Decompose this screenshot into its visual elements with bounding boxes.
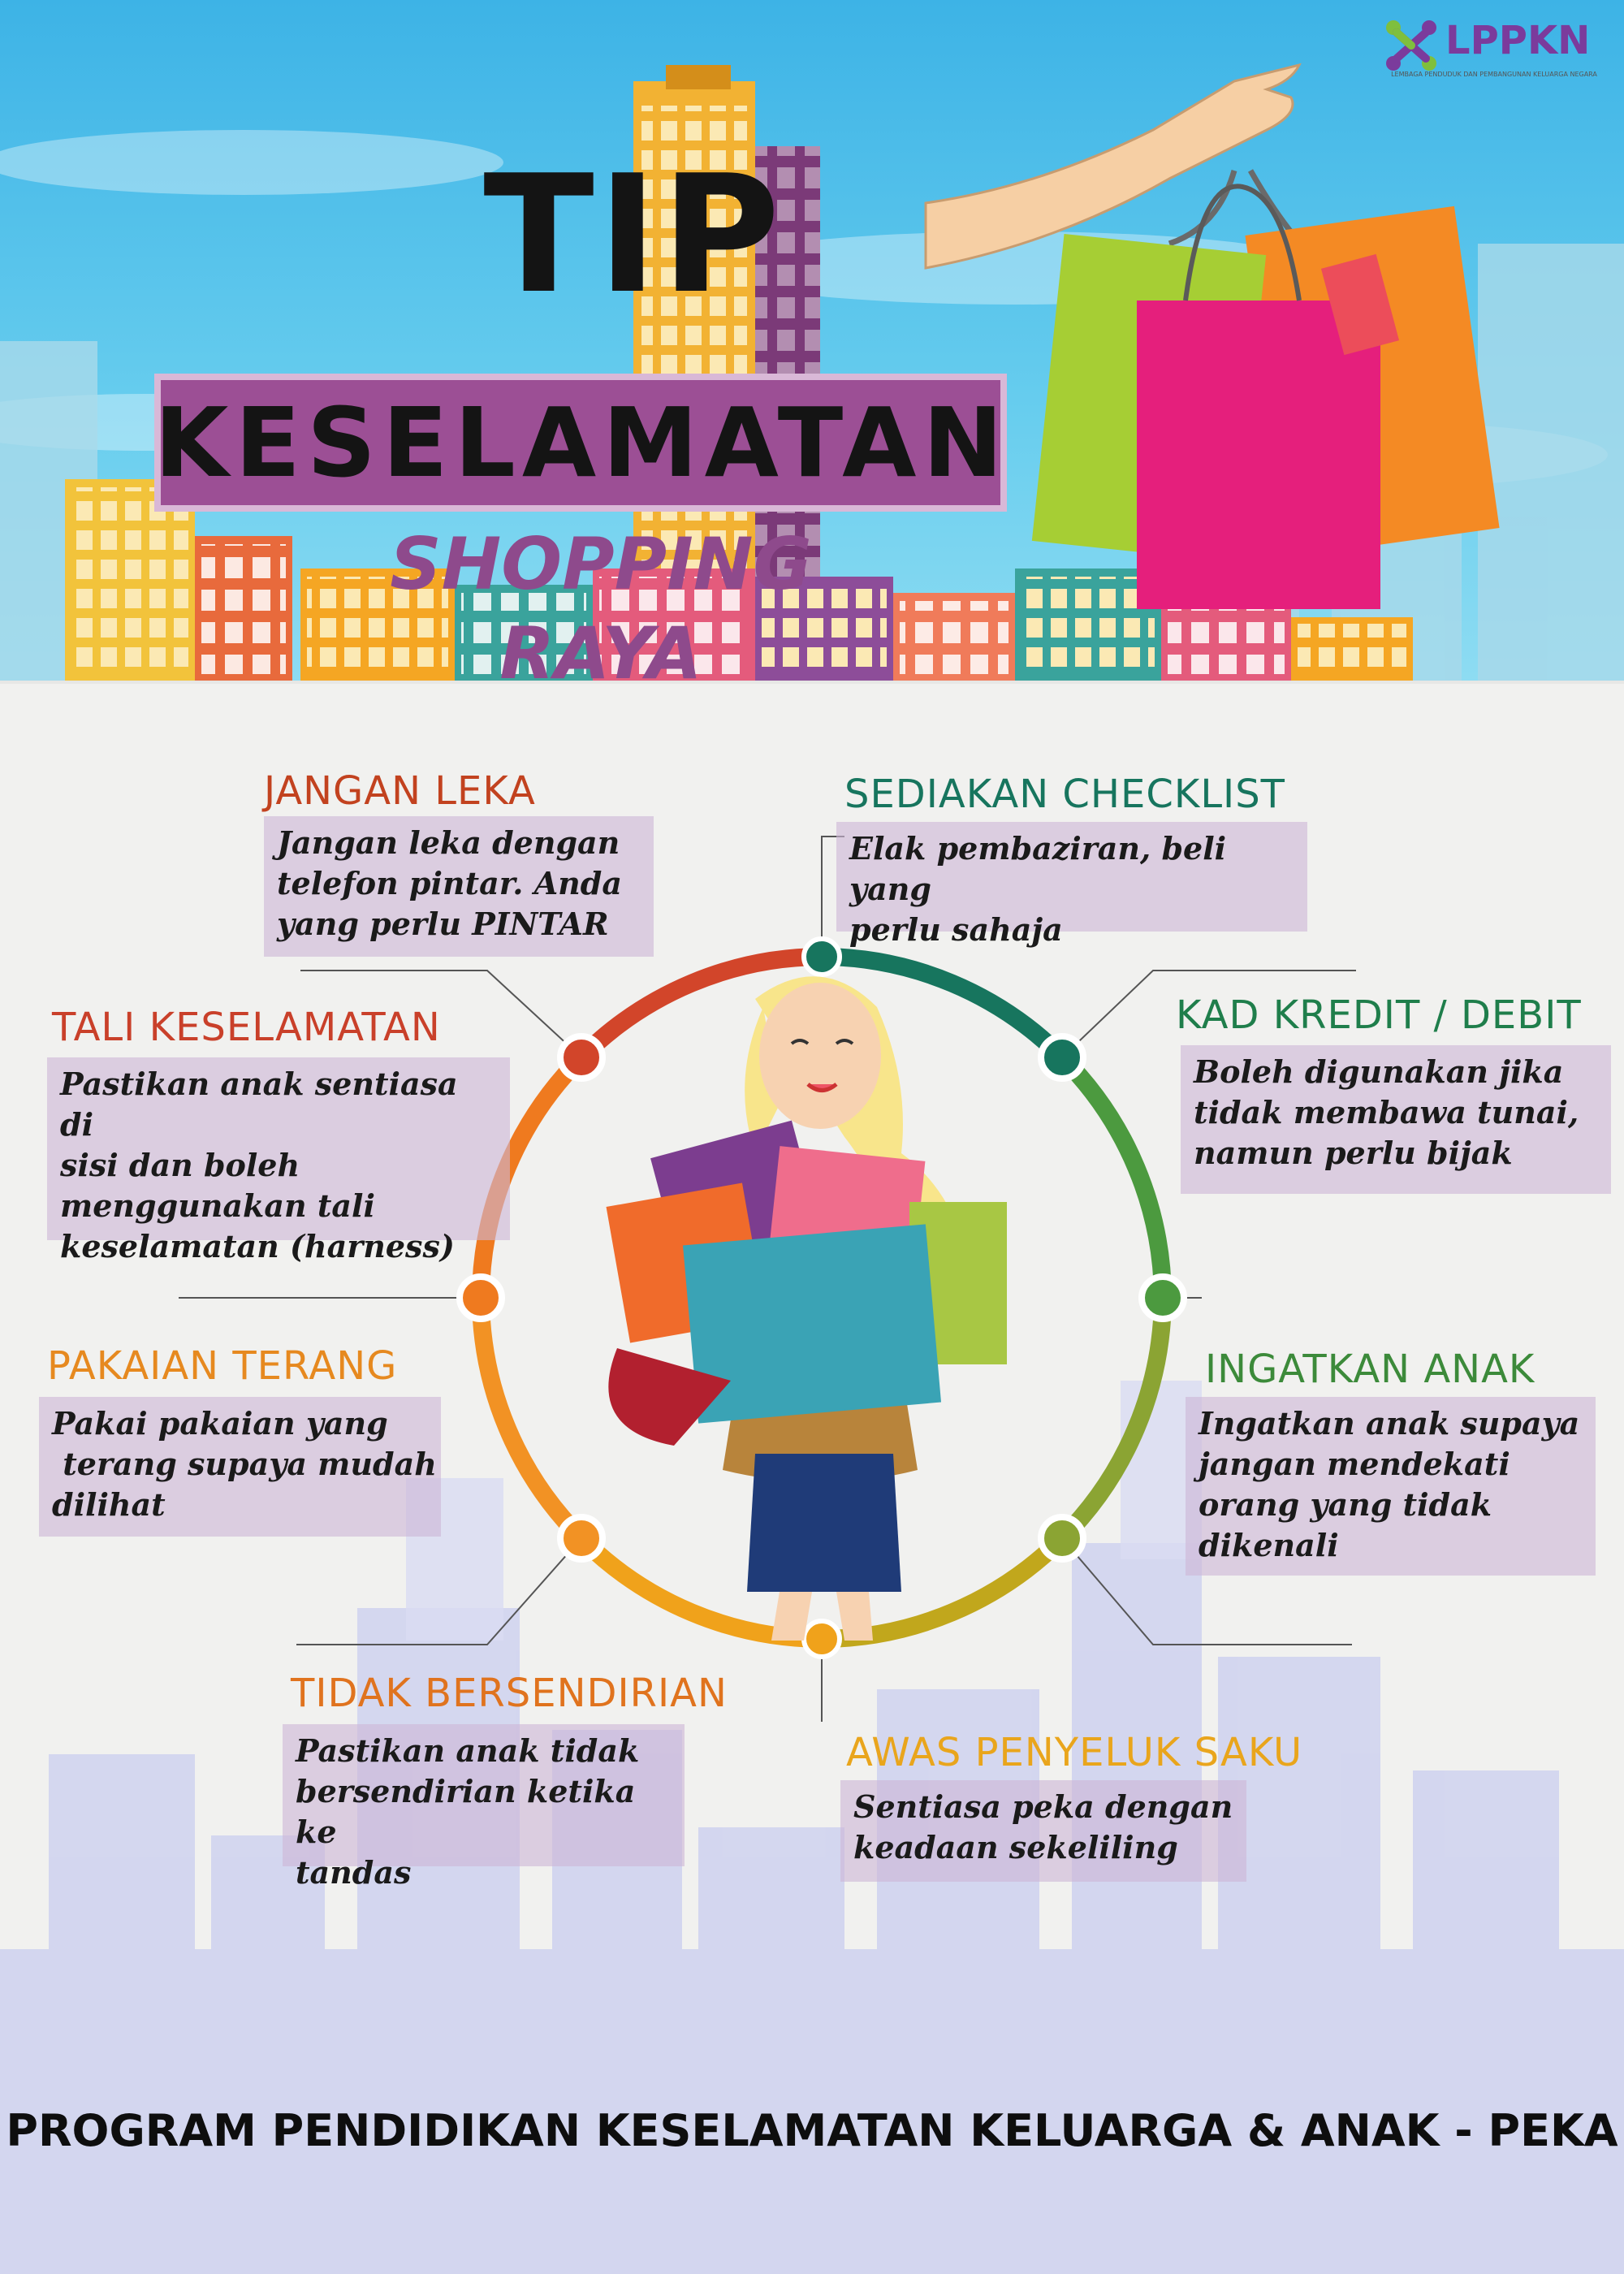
- tip-line: Boleh digunakan jika: [1194, 1053, 1564, 1090]
- tip-line: tandas: [296, 1854, 412, 1891]
- tip-line: perlu sahaja: [849, 911, 1063, 948]
- tip-line: tidak membawa tunai,: [1194, 1094, 1579, 1131]
- tip-line: menggunakan tali: [60, 1187, 375, 1224]
- tip-box-ingatkan-anak: [1186, 1397, 1596, 1576]
- title-tip: TIP: [483, 141, 784, 330]
- tip-line: terang supaya mudah: [52, 1446, 437, 1482]
- tip-line: Jangan leka dengan: [277, 824, 620, 861]
- tip-heading-tali-keselamatan: TALI KESELAMATAN: [52, 1005, 441, 1050]
- tip-line: Pakai pakaian yang: [52, 1405, 388, 1442]
- tip-box-pakaian-terang: [39, 1397, 441, 1537]
- tip-line: telefon pintar. Anda: [277, 865, 622, 901]
- tip-line: keadaan sekeliling: [853, 1829, 1178, 1865]
- tip-box-kad-kredit-debit: [1181, 1045, 1611, 1194]
- tip-line: yang perlu PINTAR: [277, 906, 609, 942]
- tip-box-awas-penyeluk-saku: [840, 1780, 1246, 1882]
- tip-line: keselamatan (harness): [60, 1228, 455, 1265]
- tip-heading-sediakan-checklist: SEDIAKAN CHECKLIST: [844, 772, 1285, 817]
- tip-heading-jangan-leka: JANGAN LEKA: [264, 768, 536, 814]
- tip-box-tidak-bersendirian: [283, 1724, 685, 1891]
- tip-heading-ingatkan-anak: INGATKAN ANAK: [1205, 1347, 1535, 1392]
- tip-line: bersendirian ketika ke: [296, 1773, 636, 1850]
- woman-with-bags-illustration: [607, 976, 1007, 1641]
- tip-line: dilihat: [52, 1486, 166, 1523]
- tip-line: Pastikan anak tidak: [296, 1732, 640, 1769]
- tip-box-jangan-leka: [264, 816, 654, 957]
- tip-box-tali-keselamatan: [47, 1057, 510, 1265]
- tip-heading-kad-kredit-debit: KAD KREDIT / DEBIT: [1176, 992, 1582, 1038]
- logo-subtitle: LEMBAGA PENDUDUK DAN PEMBANGUNAN KELUARGA NEGARA: [1391, 71, 1597, 78]
- tip-line: sisi dan boleh: [60, 1147, 300, 1183]
- tip-heading-tidak-bersendirian: TIDAK BERSENDIRIAN: [291, 1671, 728, 1716]
- title-keselamatan: KESELAMATAN: [154, 387, 1010, 499]
- tip-heading-pakaian-terang: PAKAIAN TERANG: [47, 1343, 398, 1389]
- tip-line: Ingatkan anak supaya: [1199, 1405, 1580, 1442]
- tip-line: jangan mendekati: [1199, 1446, 1510, 1482]
- tip-line: namun perlu bijak: [1194, 1135, 1513, 1171]
- tip-line: Elak pembaziran, beli yang: [849, 830, 1227, 907]
- footer-program: PROGRAM PENDIDIKAN KESELAMATAN KELUARGA & ANAK - PEKA: [6, 2105, 1618, 2156]
- tip-line: orang yang tidak: [1199, 1486, 1492, 1523]
- tip-box-sediakan-checklist: [836, 822, 1307, 948]
- logo-name: LPPKN: [1445, 18, 1591, 63]
- tip-heading-awas-penyeluk-saku: AWAS PENYELUK SAKU: [846, 1730, 1303, 1775]
- tip-line: Sentiasa peka dengan: [853, 1788, 1233, 1825]
- tip-line: Pastikan anak sentiasa di: [60, 1066, 458, 1143]
- tip-line: dikenali: [1199, 1527, 1339, 1563]
- title-shopping-raya: SHOPPING RAYA: [390, 522, 812, 695]
